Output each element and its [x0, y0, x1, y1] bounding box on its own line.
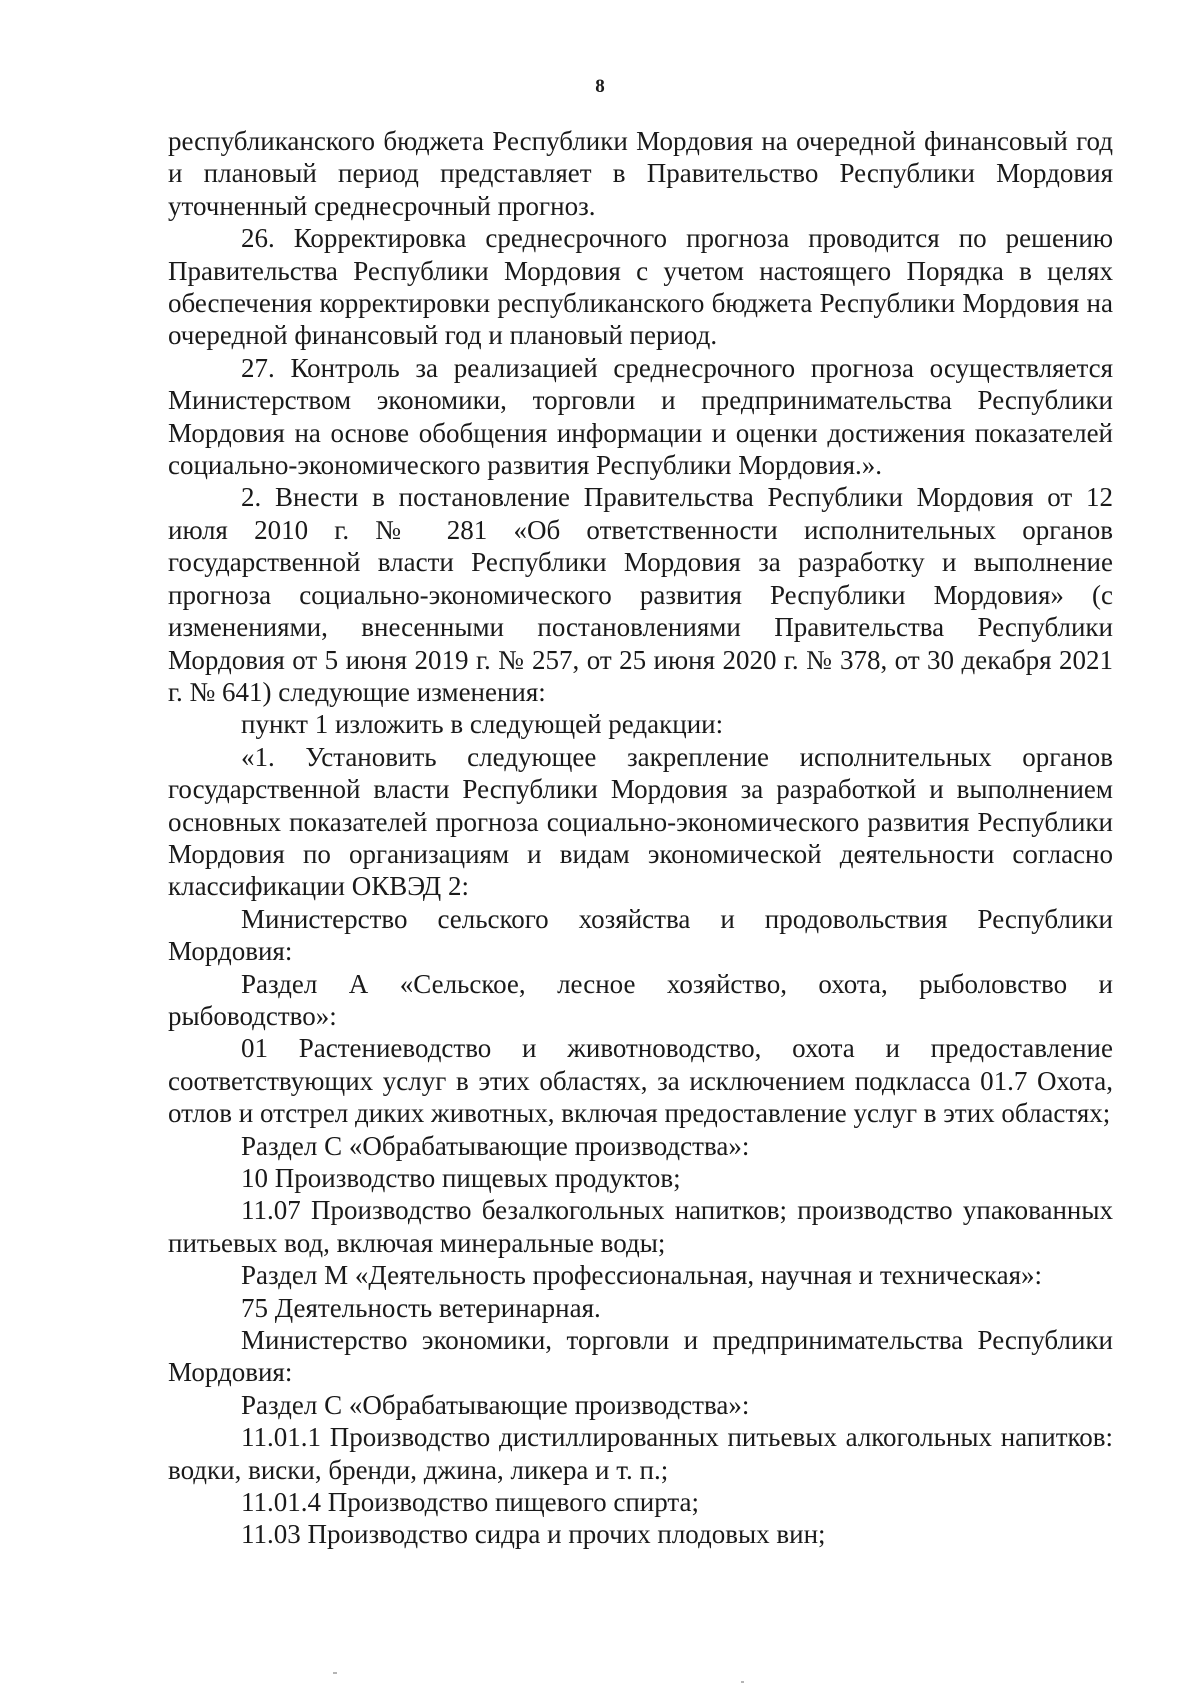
paragraph: 11.01.1 Производство дистиллированных питьевых алкогольных напитков: водки, виски, бренди, джина, ликера и т. п.;: [168, 1422, 1113, 1485]
paragraph: 01 Растениеводство и животноводство, охота и предоставление соответствующих услуг в этих областях, за исключением подкласса 01.7 Охота, отлов и отстрел диких животных, включая предоставление услуг в этих областях;: [168, 1033, 1113, 1129]
scan-artifact: [741, 1681, 744, 1683]
paragraph: Министерство сельского хозяйства и продовольствия Республики Мордовия:: [168, 903, 1113, 967]
paragraph: Раздел М «Деятельность профессиональная, научная и техническая»:: [241, 1260, 1042, 1291]
paragraph: 11.03 Производство сидра и прочих плодовых вин;: [241, 1519, 826, 1550]
paragraph: «1. Установить следующее закрепление исполнительных органов государственной власти Республики Мордовия за разработкой и выполнением основных показателей прогноза социально-экономического развития Республики Мордовия по организациям и видам экономической деятельности согласно классификации ОКВЭД 2:: [168, 741, 1113, 902]
paragraph: 75 Деятельность ветеринарная.: [241, 1292, 601, 1323]
page-number: 8: [595, 76, 605, 97]
paragraph: Раздел А «Сельское, лесное хозяйство, охота, рыболовство и рыбоводство»:: [168, 968, 1113, 1031]
paragraph: республиканского бюджета Республики Мордовия на очередной финансовый год и плановый период представляет в Правительство Республики Мордовия уточненный среднесрочный прогноз.: [168, 126, 1113, 221]
paragraph: Министерство экономики, торговли и предпринимательства Республики Мордовия:: [168, 1325, 1113, 1388]
paragraph: 2. Внести в постановление Правительства Республики Мордовия от 12 июля 2010 г. № 281 «Об ответственности исполнительных органов государственной власти Республики Мордовия за разработку и выполнение прогноза социально-экономического развития Республики Мордовия» (с изменениями, внесенными постановлениями Правительства Республики Мордовия от 5 июня 2019 г. № 257, от 25 июня 2020 г. № 378, от 30 декабря 2021 г. № 641) следующие изменения:: [168, 482, 1113, 707]
paragraph: 11.01.4 Производство пищевого спирта;: [241, 1487, 700, 1518]
paragraph: 26. Корректировка среднесрочного прогноза проводится по решению Правительства Республики Мордовия с учетом настоящего Порядка в целях обеспечения корректировки республиканского бюджета Республики Мордовия на очередной финансовый год и плановый период.: [168, 223, 1113, 351]
paragraph: 27. Контроль за реализацией среднесрочного прогноза осуществляется Министерством экономики, торговли и предпринимательства Республики Мордовия на основе обобщения информации и оценки достижения показателей социально-экономического развития Республики Мордовия.».: [168, 352, 1113, 481]
paragraph: 11.07 Производство безалкогольных напитков; производство упакованных питьевых вод, включая минеральные воды;: [168, 1195, 1113, 1258]
paragraph: Раздел С «Обрабатывающие производства»:: [241, 1130, 750, 1161]
document-body: [168, 125, 1113, 1551]
paragraph: пункт 1 изложить в следующей редакции:: [241, 709, 724, 740]
scan-artifact: [333, 1672, 337, 1674]
paragraph: 10 Производство пищевых продуктов;: [241, 1163, 681, 1193]
paragraph: Раздел С «Обрабатывающие производства»:: [241, 1389, 750, 1420]
